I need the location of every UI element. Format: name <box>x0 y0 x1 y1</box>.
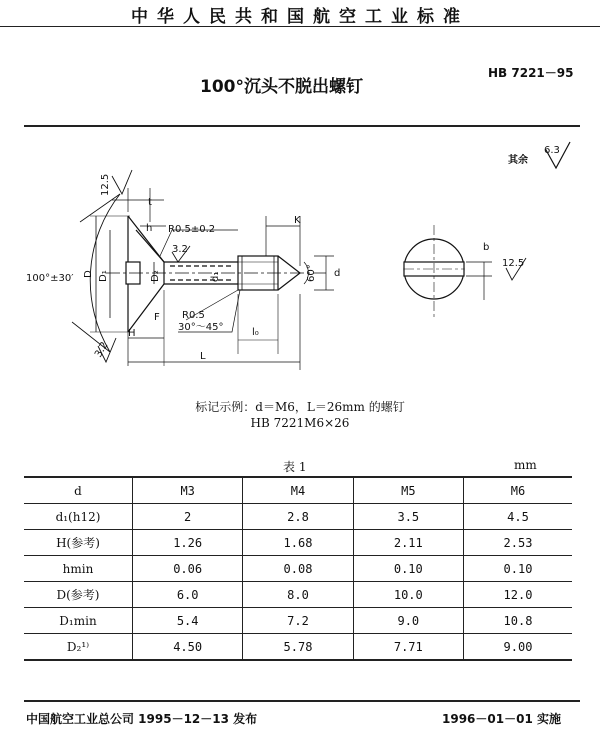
roughness-12-5-top: 12.5 <box>100 173 111 196</box>
angle-100: 100°±30′ <box>26 273 74 284</box>
table-cell: 2.11 <box>353 530 463 556</box>
table-row <box>24 634 572 661</box>
dim-D2: D₂ <box>150 270 161 282</box>
dim-b: b <box>483 242 490 253</box>
effective-date: 1996－01－01 实施 <box>442 712 561 726</box>
table-cell: 0.10 <box>353 556 463 582</box>
title-rule <box>24 125 580 127</box>
column-header: M5 <box>353 477 463 504</box>
column-header: d <box>24 477 133 504</box>
table-cell: 2.53 <box>463 530 572 556</box>
roughness-12-5-side: 12.5 <box>502 258 525 269</box>
dim-D1: D₁ <box>98 270 109 282</box>
dim-F: F <box>154 312 160 323</box>
dim-d1: d₁ <box>210 271 221 282</box>
dim-r-0-5-tol: R0.5±0.2 <box>168 224 216 235</box>
issue-info: 中国航空工业总公司 1995－12－13 发布 <box>26 712 258 726</box>
table-row <box>24 556 572 582</box>
dim-d: d <box>334 268 341 279</box>
row-label: D(参考) <box>24 582 133 608</box>
footer-rule <box>24 700 580 702</box>
table-row <box>24 608 572 634</box>
table-caption: 表 1 <box>283 460 307 474</box>
table-row <box>24 582 572 608</box>
dimension-table <box>24 476 572 661</box>
column-header: M4 <box>243 477 353 504</box>
dim-t: t <box>148 197 152 208</box>
dim-h: h <box>146 223 153 234</box>
table-cell: 12.0 <box>463 582 572 608</box>
table-cell: 10.8 <box>463 608 572 634</box>
angle-30-45: 30°～45° <box>178 322 224 333</box>
table-cell: 4.50 <box>133 634 243 661</box>
table-cell: 3.5 <box>353 504 463 530</box>
table-cell: 9.00 <box>463 634 572 661</box>
table-row <box>24 530 572 556</box>
table-cell: 6.0 <box>133 582 243 608</box>
dim-r-0-5: R0.5 <box>182 310 205 321</box>
surface-note-label: 其余 <box>508 155 528 166</box>
table-cell: 0.06 <box>133 556 243 582</box>
table-cell: 5.78 <box>243 634 353 661</box>
table-cell: 4.5 <box>463 504 572 530</box>
table-cell: 2.8 <box>243 504 353 530</box>
table-cell: 7.71 <box>353 634 463 661</box>
org-header: 中华人民共和国航空工业标准 <box>131 7 469 27</box>
row-label: H(参考) <box>24 530 133 556</box>
table-unit: mm <box>514 458 537 472</box>
dim-l0: l₀ <box>252 327 259 338</box>
dim-k: K <box>294 215 301 226</box>
roughness-3-2-top: 3.2 <box>172 244 188 255</box>
marking-designation: HB 7221M6×26 <box>250 416 350 430</box>
document-title: 100°沉头不脱出螺钉 <box>200 77 363 97</box>
angle-60: 60° <box>306 264 317 282</box>
row-label: d₁(h12) <box>24 504 133 530</box>
column-header: M3 <box>133 477 243 504</box>
table-header-row <box>24 477 572 504</box>
table-row <box>24 504 572 530</box>
dim-D: D <box>83 270 94 278</box>
table-cell: 0.08 <box>243 556 353 582</box>
row-label: D₂¹⁾ <box>24 634 133 661</box>
table-cell: 5.4 <box>133 608 243 634</box>
column-header: M6 <box>463 477 572 504</box>
header-rule <box>0 26 600 27</box>
row-label: hmin <box>24 556 133 582</box>
table-cell: 10.0 <box>353 582 463 608</box>
table-cell: 7.2 <box>243 608 353 634</box>
row-label: D₁min <box>24 608 133 634</box>
screw-drawing <box>0 130 600 390</box>
table-cell: 2 <box>133 504 243 530</box>
table-cell: 1.68 <box>243 530 353 556</box>
table-cell: 8.0 <box>243 582 353 608</box>
standard-number: HB 7221－95 <box>488 66 574 80</box>
table-cell: 1.26 <box>133 530 243 556</box>
surface-note-value: 6.3 <box>544 145 560 156</box>
dim-H: H <box>128 328 136 339</box>
dim-L: L <box>200 351 206 362</box>
table-cell: 0.10 <box>463 556 572 582</box>
marking-example: 标记示例：d＝M6，L＝26mm 的螺钉 <box>195 400 405 414</box>
table-cell: 9.0 <box>353 608 463 634</box>
roughness-3-2-bottom: 3.2 <box>93 340 111 360</box>
